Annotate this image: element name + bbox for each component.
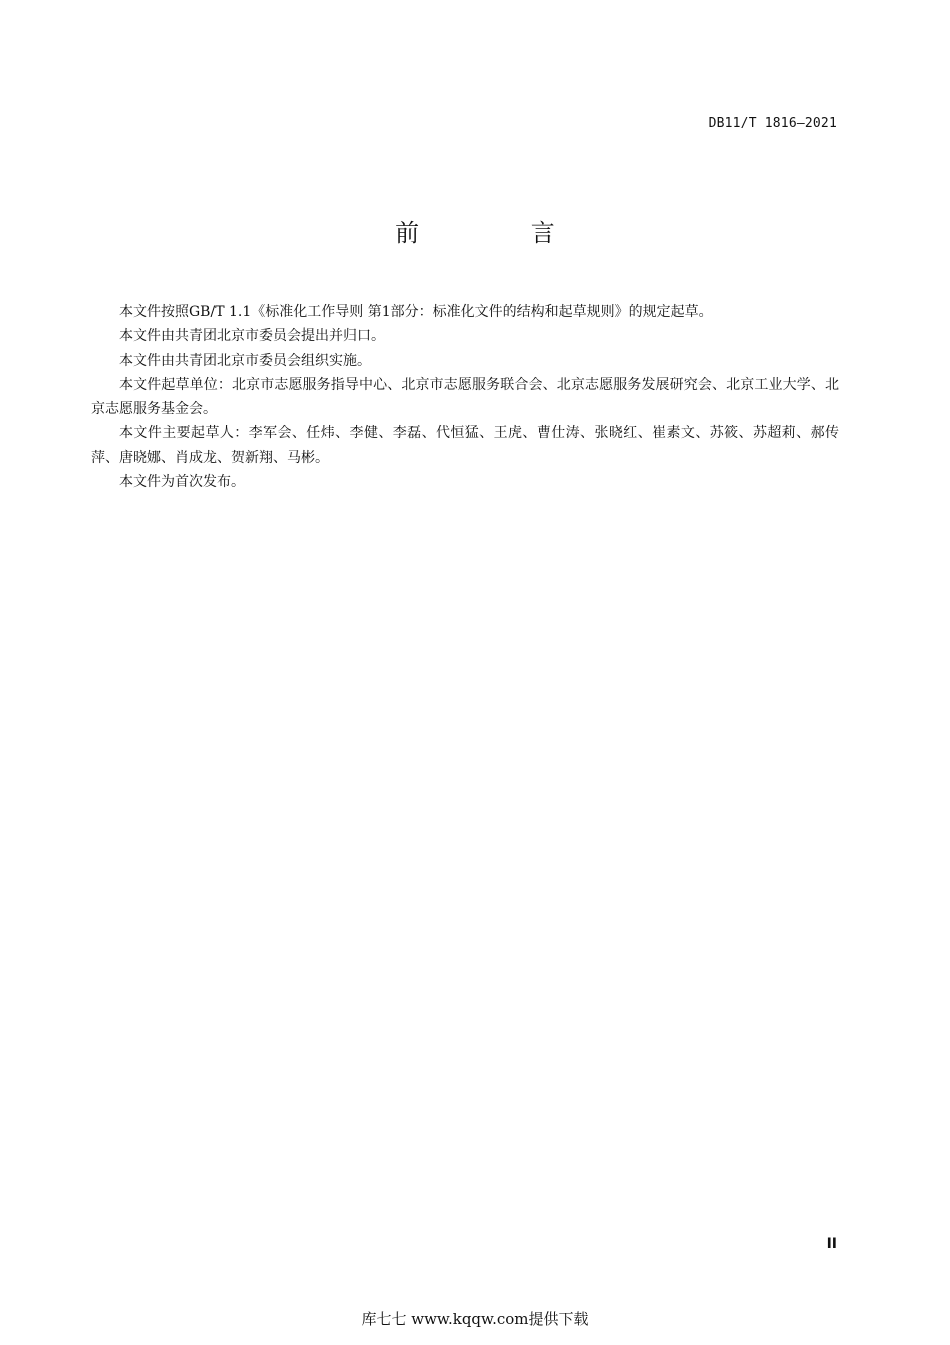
paragraph-first-release: 本文件为首次发布。 bbox=[119, 474, 245, 491]
document-code: DB11/T 1816—2021 bbox=[708, 116, 837, 131]
paragraph-drafters: 本文件主要起草人：李军会、任炜、李健、李磊、代恒猛、王虎、曹仕涛、张晓红、崔素文、苏筱、苏超莉、郝传萍、唐晓娜、肖成龙、贺新翔、马彬。 bbox=[91, 425, 839, 466]
footer-download-text: 库七七 www.kqqw.com提供下载 bbox=[361, 1310, 589, 1328]
paragraph-implementer: 本文件由共青团北京市委员会组织实施。 bbox=[119, 352, 371, 369]
page-number: II bbox=[826, 1236, 837, 1252]
paragraph-drafting-units: 本文件起草单位：北京市志愿服务指导中心、北京市志愿服务联合会、北京志愿服务发展研究会、北京工业大学、北京志愿服务基金会。 bbox=[91, 376, 839, 418]
foreword-body bbox=[91, 300, 839, 494]
paragraph-drafting-rules: 本文件按照GB/T 1.1《标准化工作导则 第1部分：标准化文件的结构和起草规则》的规定起草。 bbox=[119, 304, 713, 320]
page-title: 前 言 bbox=[395, 219, 607, 247]
paragraph-proposer: 本文件由共青团北京市委员会提出并归口。 bbox=[119, 328, 385, 345]
